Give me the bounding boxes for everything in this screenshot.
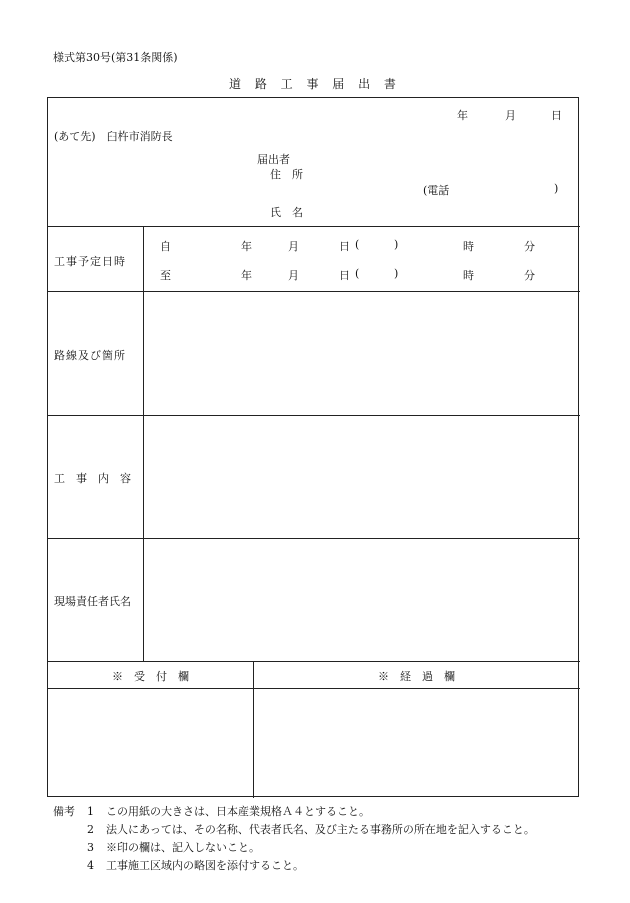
divider-label-column <box>143 226 144 661</box>
note-number: 3 <box>87 841 94 854</box>
from-minute: 分 <box>524 240 535 253</box>
from-year: 年 <box>241 240 252 253</box>
to-day: 日 <box>339 269 350 282</box>
to-minute: 分 <box>524 269 535 282</box>
divider-schedule <box>48 291 580 292</box>
to-year: 年 <box>241 269 252 282</box>
note-number: 4 <box>87 859 94 872</box>
divider-route <box>48 415 580 416</box>
from-month: 月 <box>288 240 299 253</box>
notifier-label: 届出者 <box>257 153 290 166</box>
note-number: 1 <box>87 805 94 818</box>
from-day: 日 <box>339 240 350 253</box>
phone-open: (電話 <box>423 184 450 197</box>
schedule-label: 工事予定日時 <box>54 255 126 268</box>
from-paren-open: ( <box>355 238 360 251</box>
form-title: 道 路 工 事 届 出 書 <box>229 77 401 91</box>
divider-header <box>48 226 580 227</box>
progress-header: ※ 経 過 欄 <box>378 670 455 683</box>
manager-label: 現場責任者氏名 <box>54 595 131 608</box>
reception-header: ※ 受 付 欄 <box>112 670 189 683</box>
to-hour: 時 <box>463 269 474 282</box>
schedule-from: 自 <box>160 240 171 253</box>
divider-manager <box>48 661 580 662</box>
header-day: 日 <box>551 109 562 122</box>
note-text: ※印の欄は、記入しないこと。 <box>106 841 260 854</box>
form-number: 様式第30号(第31条関係) <box>53 51 178 64</box>
notes-lead: 備考 <box>53 805 75 818</box>
content-label: 工 事 内 容 <box>54 472 131 485</box>
divider-columns <box>48 688 580 689</box>
header-month: 月 <box>505 109 516 122</box>
note-number: 2 <box>87 823 94 836</box>
note-text: この用紙の大きさは、日本産業規格Ａ４とすること。 <box>106 805 370 818</box>
from-paren-close: ) <box>394 238 399 251</box>
phone-close: ) <box>554 182 559 195</box>
route-label: 路線及び箇所 <box>54 349 126 362</box>
divider-content <box>48 538 580 539</box>
addressee: (あて先) 臼杵市消防長 <box>54 130 173 143</box>
from-hour: 時 <box>463 240 474 253</box>
to-paren-open: ( <box>355 267 360 280</box>
form-table <box>47 97 579 797</box>
name-label: 氏 名 <box>270 206 303 219</box>
note-text: 法人にあっては、その名称、代表者氏名、及び主たる事務所の所在地を記入すること。 <box>106 823 535 836</box>
header-year: 年 <box>457 109 468 122</box>
address-label: 住 所 <box>270 168 303 181</box>
note-text: 工事施工区域内の略図を添付すること。 <box>106 859 304 872</box>
to-paren-close: ) <box>394 267 399 280</box>
to-month: 月 <box>288 269 299 282</box>
schedule-to: 至 <box>160 269 171 282</box>
